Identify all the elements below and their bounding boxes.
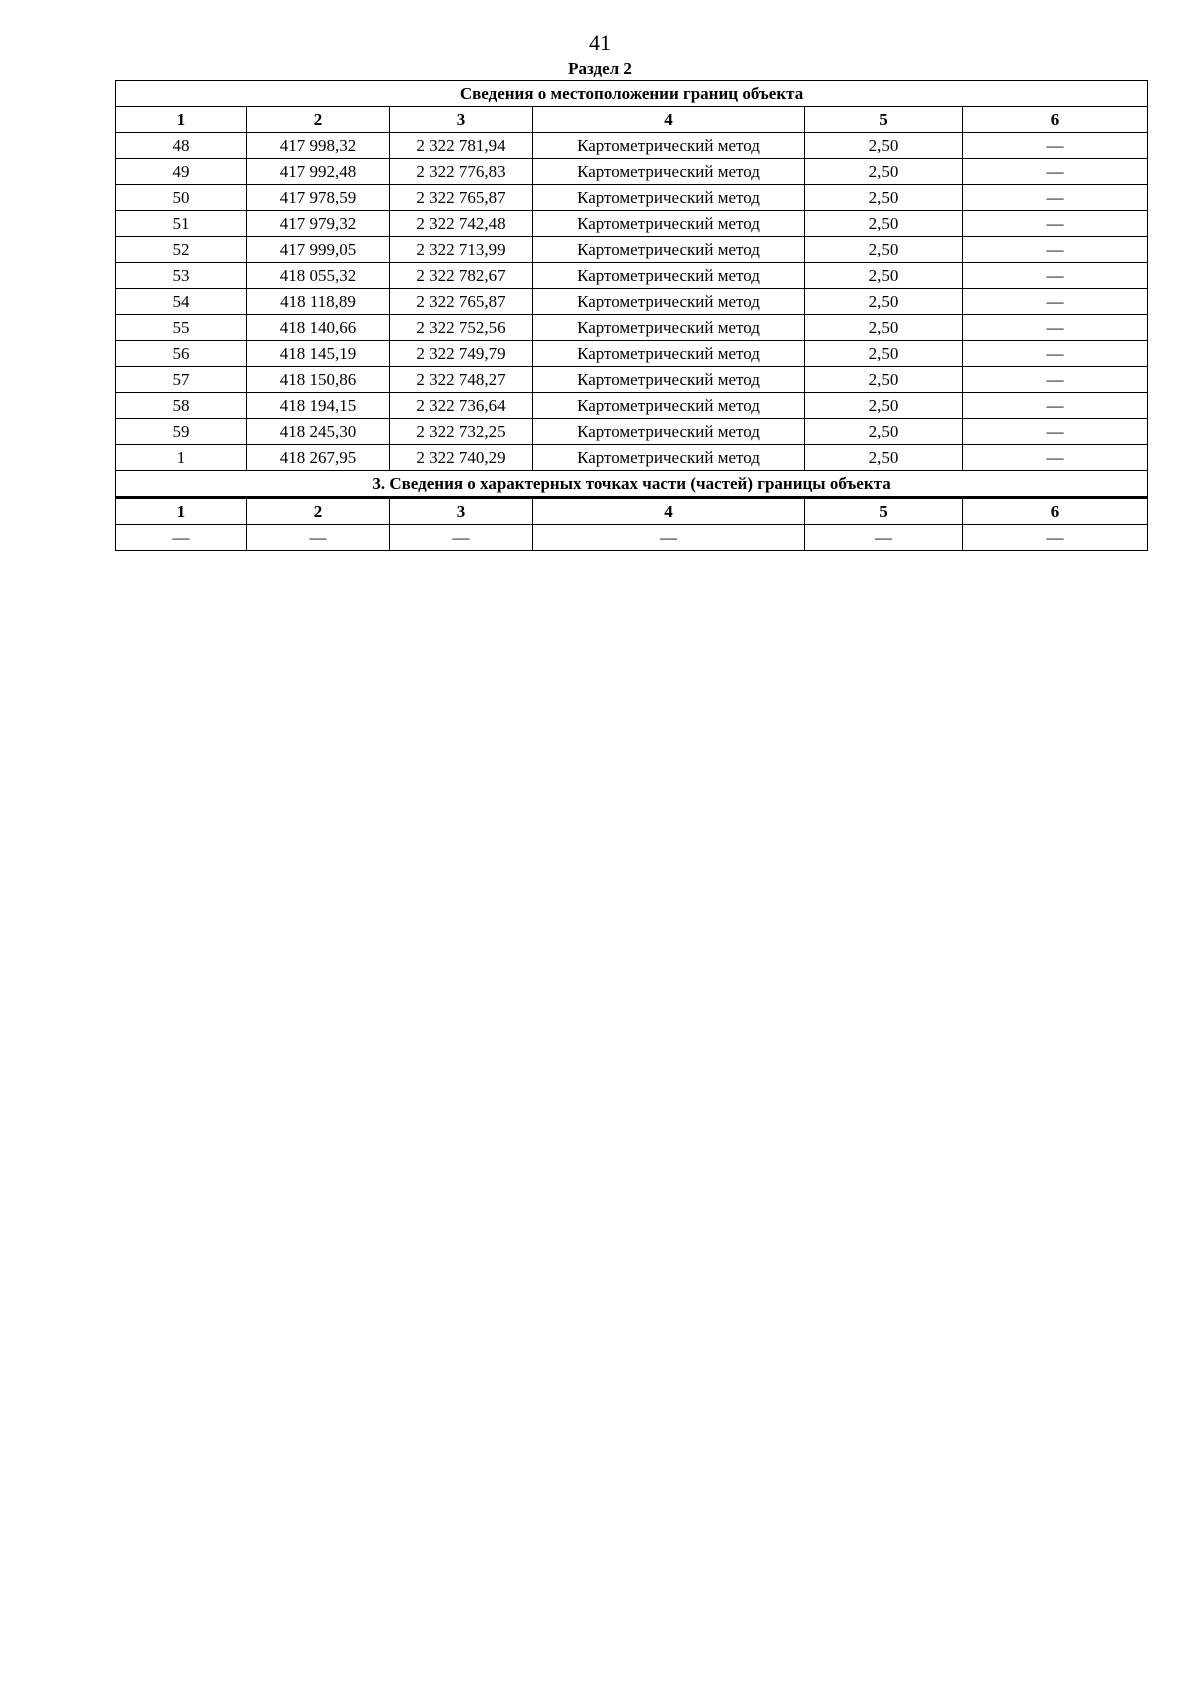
table-cell: 418 140,66: [247, 315, 390, 341]
table-cell: 417 992,48: [247, 159, 390, 185]
table-cell: 59: [116, 419, 247, 445]
table-cell: 55: [116, 315, 247, 341]
table2-col-num-5: 5: [805, 498, 963, 525]
table-cell: —: [390, 525, 533, 551]
table-row: [116, 289, 1148, 315]
table-row: [116, 341, 1148, 367]
table-cell: —: [963, 315, 1148, 341]
table-cell: Картометрический метод: [533, 341, 805, 367]
table-cell: 58: [116, 393, 247, 419]
table-cell: 2 322 736,64: [390, 393, 533, 419]
boundary-table-body: [116, 81, 1148, 551]
table-cell: Картометрический метод: [533, 133, 805, 159]
table-cell: 2,50: [805, 341, 963, 367]
table2-col-num-6: 6: [963, 498, 1148, 525]
table-cell: 2 322 749,79: [390, 341, 533, 367]
table2-caption: 3. Сведения о характерных точках части (частей) границы объекта: [116, 471, 1148, 498]
table-cell: 54: [116, 289, 247, 315]
table-cell: 418 245,30: [247, 419, 390, 445]
section-title: Раздел 2: [568, 59, 632, 78]
table-row: [116, 445, 1148, 471]
table1-col-num-2: 2: [247, 107, 390, 133]
table-cell: Картометрический метод: [533, 445, 805, 471]
table1-col-num-3: 3: [390, 107, 533, 133]
table1-col-num-6: 6: [963, 107, 1148, 133]
table-cell: Картометрический метод: [533, 185, 805, 211]
table1-col-num-4: 4: [533, 107, 805, 133]
table-cell: Картометрический метод: [533, 159, 805, 185]
table-cell: 418 194,15: [247, 393, 390, 419]
table-cell: 2 322 776,83: [390, 159, 533, 185]
table-cell: —: [963, 133, 1148, 159]
table-cell: 51: [116, 211, 247, 237]
table-cell: —: [963, 185, 1148, 211]
table-cell: 52: [116, 237, 247, 263]
table1-caption-row: [116, 81, 1148, 107]
table2-column-numbers-row: [116, 498, 1148, 525]
table-cell: 2,50: [805, 133, 963, 159]
table-cell: 2 322 781,94: [390, 133, 533, 159]
table-cell: 1: [116, 445, 247, 471]
table-cell: 418 055,32: [247, 263, 390, 289]
boundary-table: [115, 80, 1148, 551]
table-cell: 2 322 740,29: [390, 445, 533, 471]
table-cell: 2,50: [805, 289, 963, 315]
table-cell: —: [963, 393, 1148, 419]
table-cell: 2,50: [805, 315, 963, 341]
table-cell: 2,50: [805, 367, 963, 393]
table-cell: 417 978,59: [247, 185, 390, 211]
table-cell: 48: [116, 133, 247, 159]
table1-col-num-1: 1: [116, 107, 247, 133]
table-row: [116, 211, 1148, 237]
table1-column-numbers-row: [116, 107, 1148, 133]
table-cell: —: [963, 159, 1148, 185]
table1-col-num-5: 5: [805, 107, 963, 133]
table-cell: 2,50: [805, 159, 963, 185]
table-row: [116, 525, 1148, 551]
table-cell: —: [963, 341, 1148, 367]
table-cell: Картометрический метод: [533, 263, 805, 289]
table-cell: 2,50: [805, 211, 963, 237]
table-cell: 2 322 732,25: [390, 419, 533, 445]
table1-caption: Сведения о местоположении границ объекта: [116, 81, 1148, 107]
table-cell: 2,50: [805, 237, 963, 263]
table-cell: —: [963, 289, 1148, 315]
table-row: [116, 315, 1148, 341]
table-cell: Картометрический метод: [533, 419, 805, 445]
table2-caption-row: [116, 471, 1148, 498]
table-cell: Картометрический метод: [533, 211, 805, 237]
table-cell: 2 322 782,67: [390, 263, 533, 289]
table-row: [116, 133, 1148, 159]
table-cell: 2 322 765,87: [390, 289, 533, 315]
table-row: [116, 185, 1148, 211]
table-cell: 418 150,86: [247, 367, 390, 393]
table-row: [116, 237, 1148, 263]
table-cell: —: [963, 445, 1148, 471]
table-cell: 2,50: [805, 263, 963, 289]
table-cell: 2,50: [805, 185, 963, 211]
table-cell: Картометрический метод: [533, 289, 805, 315]
table2-col-num-3: 3: [390, 498, 533, 525]
table-cell: 2 322 752,56: [390, 315, 533, 341]
table-cell: 417 979,32: [247, 211, 390, 237]
table-cell: —: [963, 367, 1148, 393]
table-cell: 418 118,89: [247, 289, 390, 315]
table-cell: 2 322 742,48: [390, 211, 533, 237]
table2-col-num-2: 2: [247, 498, 390, 525]
table-row: [116, 393, 1148, 419]
table-cell: Картометрический метод: [533, 237, 805, 263]
table-row: [116, 367, 1148, 393]
table-row: [116, 419, 1148, 445]
table-cell: —: [533, 525, 805, 551]
table-cell: 418 145,19: [247, 341, 390, 367]
table-cell: 2 322 765,87: [390, 185, 533, 211]
page-number: 41: [589, 30, 611, 55]
table-cell: —: [116, 525, 247, 551]
table-cell: 2 322 713,99: [390, 237, 533, 263]
table-row: [116, 159, 1148, 185]
table-cell: Картометрический метод: [533, 367, 805, 393]
table-cell: 2 322 748,27: [390, 367, 533, 393]
table-cell: 2,50: [805, 393, 963, 419]
table-cell: 417 999,05: [247, 237, 390, 263]
table2-col-num-1: 1: [116, 498, 247, 525]
table-cell: —: [805, 525, 963, 551]
table-cell: Картометрический метод: [533, 315, 805, 341]
table-cell: —: [247, 525, 390, 551]
table-cell: 2,50: [805, 419, 963, 445]
table-row: [116, 263, 1148, 289]
table-cell: 418 267,95: [247, 445, 390, 471]
table-cell: —: [963, 211, 1148, 237]
table-cell: 49: [116, 159, 247, 185]
table-cell: 417 998,32: [247, 133, 390, 159]
table-cell: 56: [116, 341, 247, 367]
table-cell: Картометрический метод: [533, 393, 805, 419]
table-cell: —: [963, 525, 1148, 551]
table-cell: 50: [116, 185, 247, 211]
table-cell: —: [963, 419, 1148, 445]
table-cell: 57: [116, 367, 247, 393]
table2-col-num-4: 4: [533, 498, 805, 525]
table-cell: 53: [116, 263, 247, 289]
table-cell: —: [963, 263, 1148, 289]
table-cell: 2,50: [805, 445, 963, 471]
table-cell: —: [963, 237, 1148, 263]
